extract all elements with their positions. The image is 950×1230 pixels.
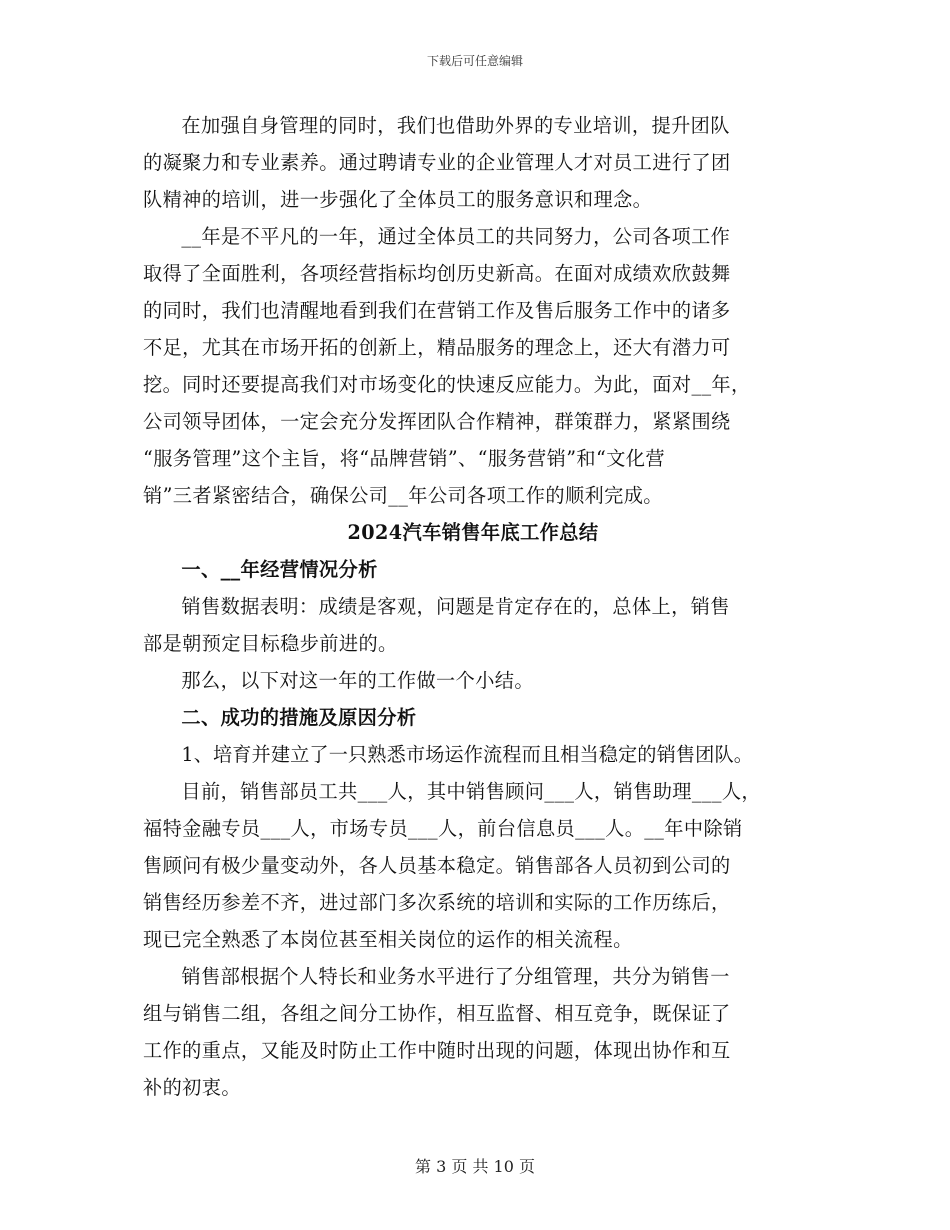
text-line: __年是不平凡的一年，通过全体员工的共同努力，公司各项工作 [181, 225, 731, 248]
text-line: 销售数据表明：成绩是客观，问题是肯定存在的，总体上，销售 [181, 595, 730, 618]
text-line: 公司领导团体，一定会充分发挥团队合作精神，群策群力，紧紧围绕 [143, 410, 731, 433]
document-body [143, 107, 803, 1106]
document-title: 2024汽车销售年底工作总结 [347, 521, 599, 544]
text-line: 在加强自身管理的同时，我们也借助外界的专业培训，提升团队 [181, 114, 730, 137]
text-line: 队精神的培训，进一步强化了全体员工的服务意识和理念。 [143, 188, 653, 211]
paragraph-team-training [143, 107, 803, 218]
paragraph-group-management [143, 958, 803, 1106]
text-line: 工作的重点，又能及时防止工作中随时出现的问题，体现出协作和互 [143, 1039, 731, 1062]
paragraph-year-review [143, 218, 803, 514]
page-number: 第 3 页 共 10 页 [415, 1157, 535, 1176]
text-line: 组与销售二组，各组之间分工协作，相互监督、相互竞争，既保证了 [143, 1002, 731, 1025]
text-line: 销售经历参差不齐，进过部门多次系统的培训和实际的工作历练后， [143, 891, 731, 914]
paragraph-sales-data [143, 588, 803, 662]
text-line: 补的初衷。 [143, 1076, 241, 1099]
text-line: 的凝聚力和专业素养。通过聘请专业的企业管理人才对员工进行了团 [143, 151, 731, 174]
page-header: 下载后可任意编辑 [426, 54, 523, 68]
text-line: 取得了全面胜利，各项经营指标均创历史新高。在面对成绩欢欣鼓舞 [143, 262, 731, 285]
text-line: 挖。同时还要提高我们对市场变化的快速反应能力。为此，面对__年， [143, 373, 751, 396]
text-line: 销售部根据个人特长和业务水平进行了分组管理，共分为销售一 [181, 965, 730, 988]
paragraph-staff-count [143, 773, 803, 958]
text-line: 不足，尤其在市场开拓的创新上，精品服务的理念上，还大有潜力可 [143, 336, 731, 359]
text-line: 1、培育并建立了一只熟悉市场运作流程而且相当稳定的销售团队。 [181, 743, 754, 766]
text-line: “服务管理”这个主旨，将“品牌营销”、“服务营销”和“文化营 [143, 447, 665, 470]
paragraph-sales-team [143, 736, 803, 773]
text-line: 福特金融专员___人，市场专员___人，前台信息员___人。__年中除销 [143, 817, 743, 840]
text-line: 部是朝预定目标稳步前进的。 [143, 632, 398, 655]
text-line: 销”三者紧密结合，确保公司__年公司各项工作的顺利完成。 [143, 484, 663, 507]
text-line: 现已完全熟悉了本岗位甚至相关岗位的运作的相关流程。 [143, 928, 633, 951]
paragraph-summary-intro [143, 662, 803, 699]
text-line: 售顾问有极少量变动外，各人员基本稳定。销售部各人员初到公司的 [143, 854, 731, 877]
text-line: 的同时，我们也清醒地看到我们在营销工作及售后服务工作中的诸多 [143, 299, 731, 322]
heading-operations-analysis: 一、__年经营情况分析 [181, 558, 378, 581]
text-line: 目前，销售部员工共___人，其中销售顾问___人，销售助理___人， [181, 780, 762, 803]
text-line: 那么，以下对这一年的工作做一个小结。 [181, 669, 534, 692]
heading-success-measures: 二、成功的措施及原因分析 [181, 706, 417, 729]
